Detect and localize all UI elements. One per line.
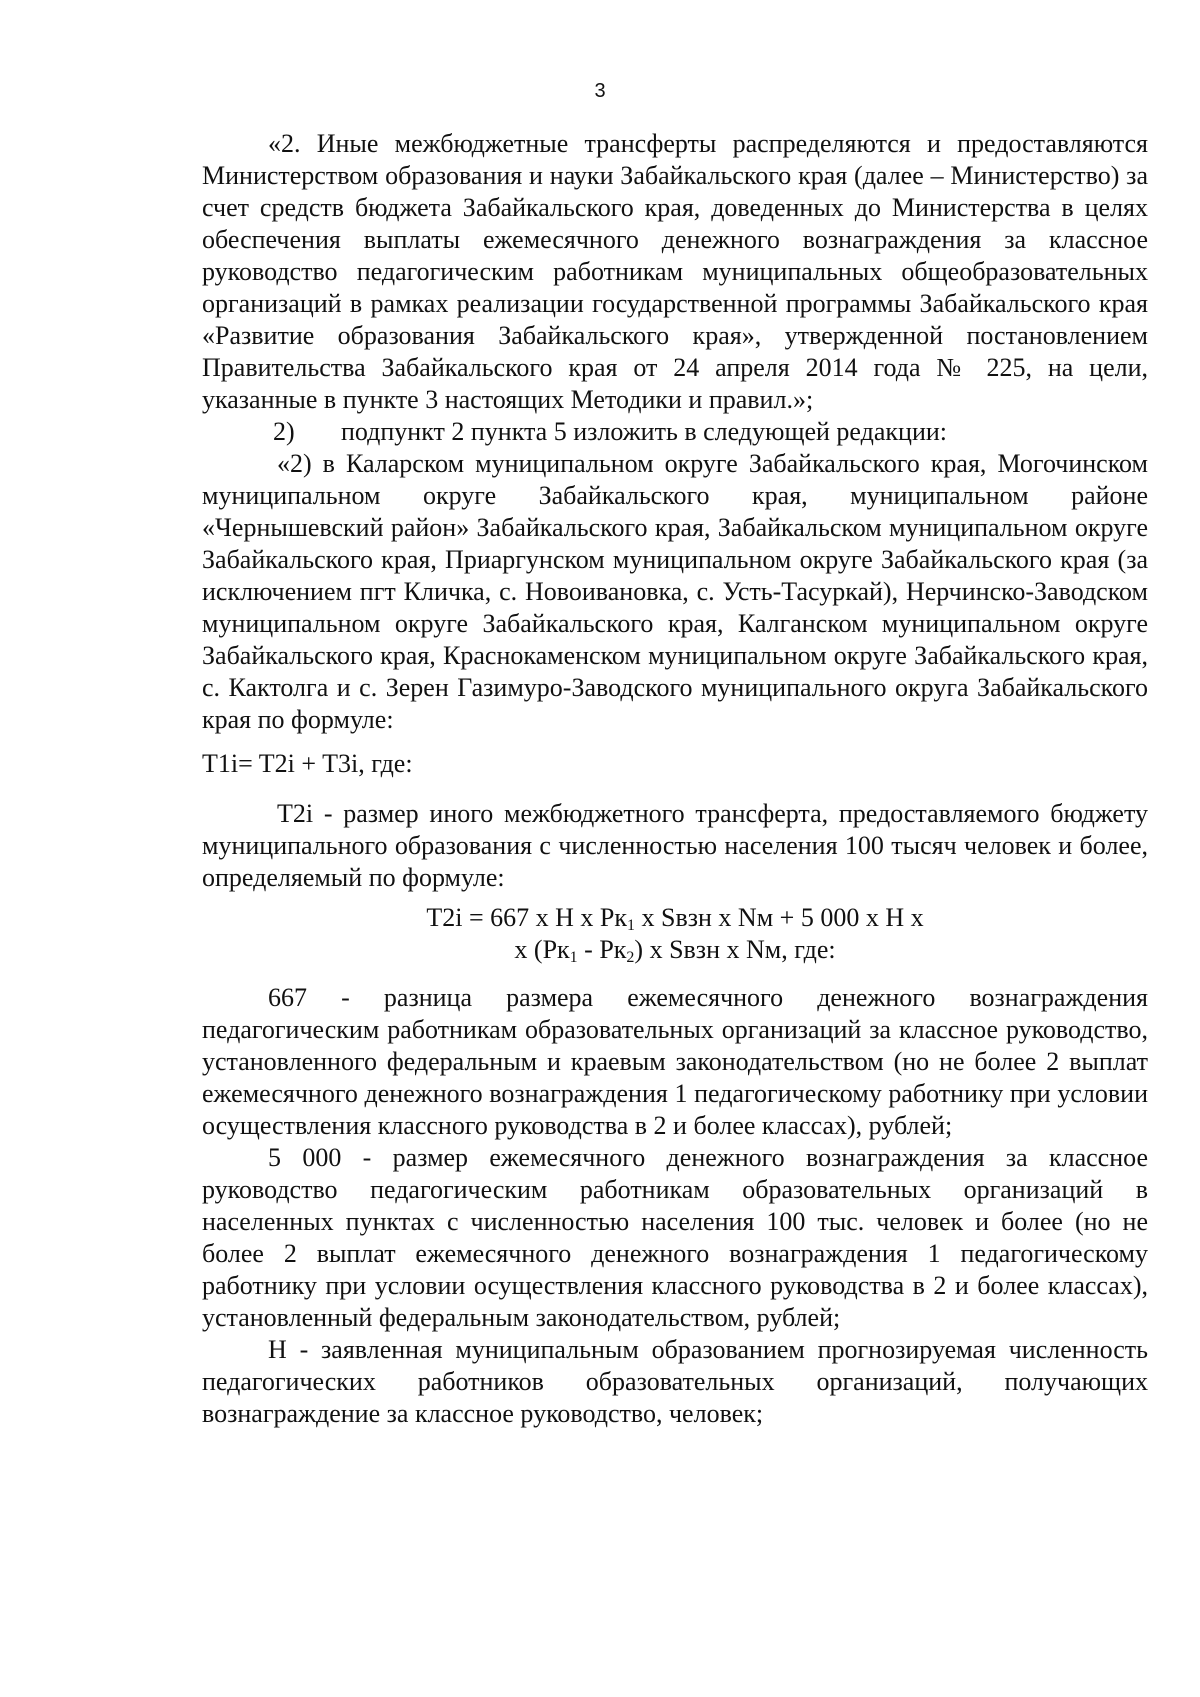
paragraph-5000-definition: 5 000 - размер ежемесячного денежного вознаграждения за классное руководство педагогическим работникам образовательных организаций в населенных пунктах с численностью населения 100 тыс. человек и более (но не более 2 выплат ежемесячного денежного вознаграждения 1 педагогическому работнику при условии осуществления классного руководства в 2 и более классах), установленный федеральным законодательством, рублей; bbox=[202, 1143, 1148, 1332]
paragraph-667-definition: 667 - разница размера ежемесячного денежного вознаграждения педагогическим работникам образовательных организаций за классное руководство, установленного федеральным и краевым законодательством (но не более 2 выплат ежемесячного денежного вознаграждения 1 педагогическому работнику при условии осуществления классного руководства в 2 и более классах), рублей; bbox=[202, 983, 1148, 1140]
list-item-2 bbox=[202, 416, 1148, 448]
paragraph-t2-definition: T2i - размер иного межбюджетного трансферта, предоставляемого бюджету муниципального образования с численностью населения 100 тысяч человек и более, определяемый по формуле: bbox=[202, 799, 1148, 892]
paragraph-h-definition: H - заявленная муниципальным образованием прогнозируемая численность педагогических работников образовательных организаций, получающих вознаграждение за классное руководство, человек; bbox=[202, 1335, 1148, 1428]
document-body bbox=[202, 128, 1148, 1430]
formula-t2 bbox=[202, 902, 1148, 966]
list-item-number: 2) bbox=[273, 417, 295, 446]
list-item-text: подпункт 2 пункта 5 изложить в следующей редакции: bbox=[341, 417, 947, 446]
paragraph-transfers: «2. Иные межбюджетные трансферты распределяются и предоставляются Министерством образования и науки Забайкальского края (далее – Министерство) за счет средств бюджета Забайкальского края, доведенных до Министерства в целях обеспечения выплаты ежемесячного денежного вознаграждения за классное руководство педагогическим работникам муниципальных общеобразовательных организаций в рамках реализации государственной программы Забайкальского края «Развитие образования Забайкальского края», утвержденной постановлением Правительства Забайкальского края от 24 апреля 2014 года № 225, на цели, указанные в пункте 3 настоящих Методики и правил.»; bbox=[202, 129, 1148, 414]
page-number: 3 bbox=[594, 80, 606, 102]
formula-t2-line-1: T2i = 667 x H x $Pк_1$ x Sвзн x Nм + 5 000 x H x bbox=[426, 903, 924, 934]
paragraph-municipalities: «2) в Каларском муниципальном округе Забайкальского края, Могочинском муниципальном округе Забайкальского края, муниципальном районе «Чернышевский район» Забайкальского края, Забайкальском муниципальном округе Забайкальского края, Приаргунском муниципальном округе Забайкальского края (за исключением пгт Кличка, с. Новоивановка, с. Усть-Тасуркай), Нерчинско-Заводском муниципальном округе Забайкальского края, Калганском муниципальном округе Забайкальского края, Краснокаменском муниципальном округе Забайкальского края, с. Кактолга и с. Зерен Газимуро-Заводского муниципального округа Забайкальского края по формуле: bbox=[202, 449, 1148, 734]
formula-t1: T1i= T2i + T3i, где: bbox=[202, 749, 413, 778]
formula-t2-line-2: x $(Pк_1 - Pк_2)$ x Sвзн x Nм, где: bbox=[514, 935, 836, 966]
